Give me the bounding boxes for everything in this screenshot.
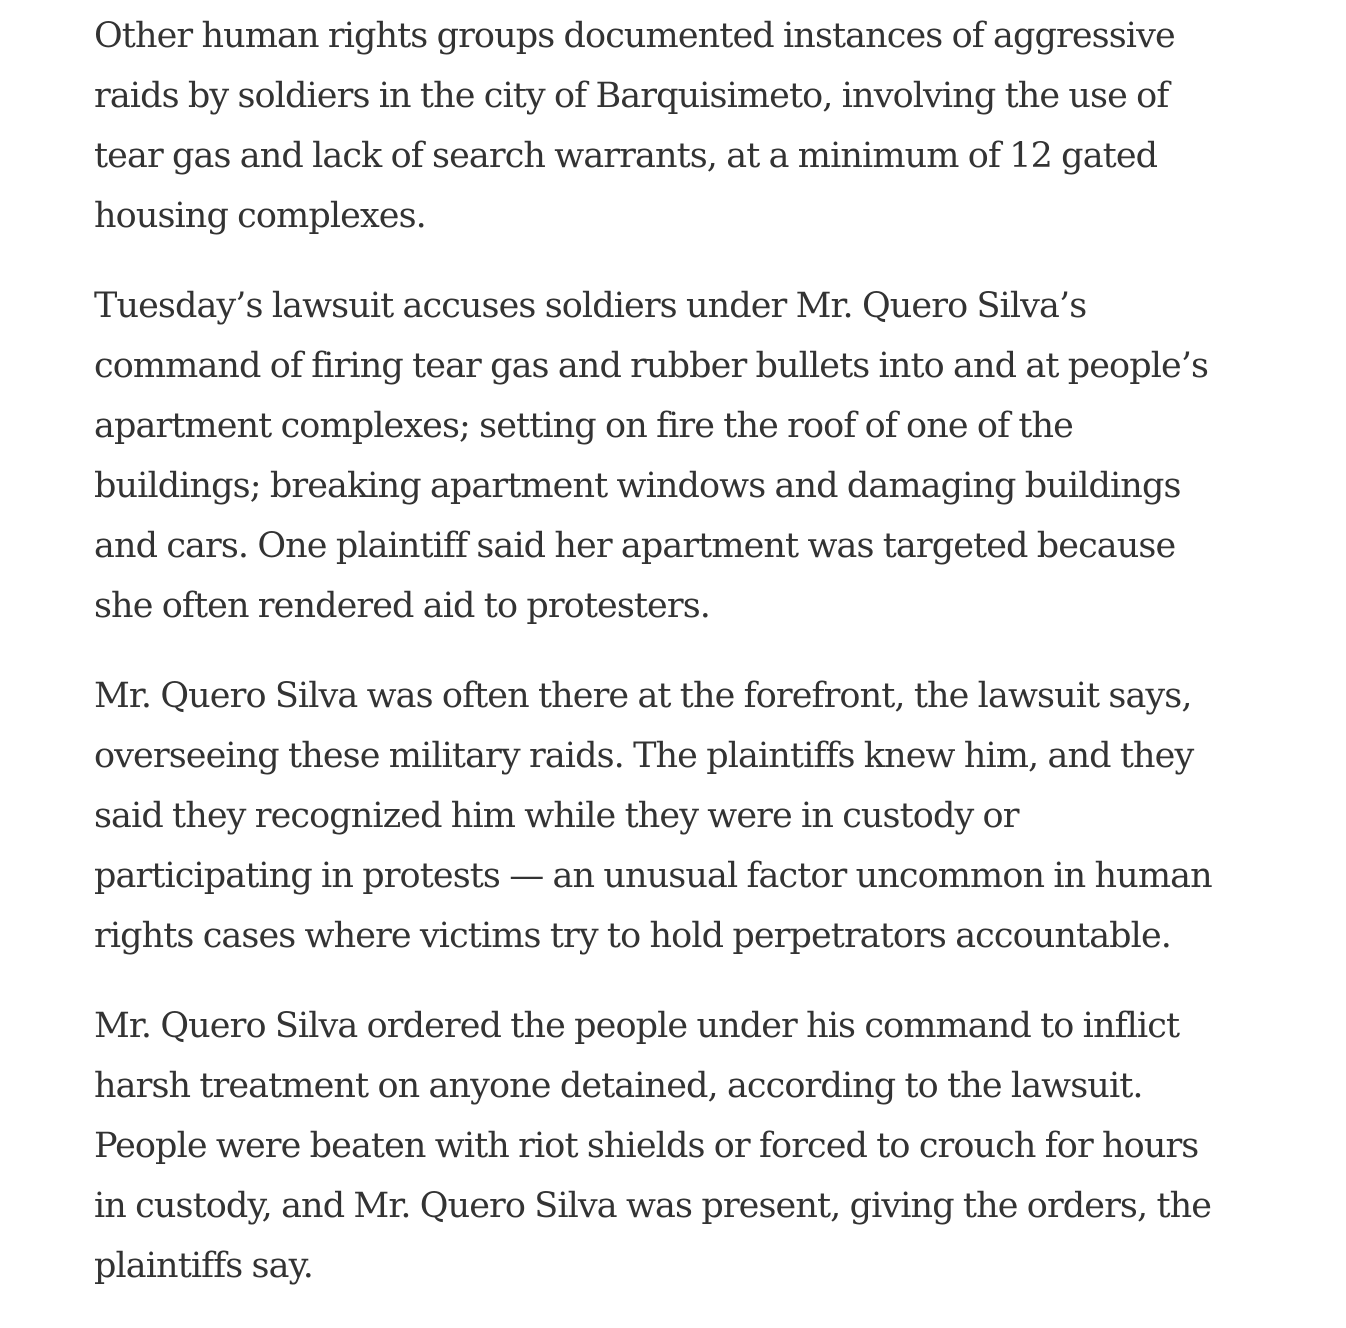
paragraph-line: in custody, and Mr. Quero Silva was present, giving the orders, the xyxy=(94,1186,1212,1226)
paragraph-line: said they recognized him while they were in custody or xyxy=(94,796,1019,836)
paragraph-line: plaintiffs say. xyxy=(94,1246,314,1286)
paragraph-line: Tuesday’s lawsuit accuses soldiers under Mr. Quero Silva’s xyxy=(94,286,1087,326)
paragraph-line: harsh treatment on anyone detained, according to the lawsuit. xyxy=(94,1066,1143,1106)
article-paragraph-3 xyxy=(94,666,1294,966)
paragraph-line: Other human rights groups documented instances of aggressive xyxy=(94,16,1175,56)
paragraph-line: she often rendered aid to protesters. xyxy=(94,586,710,626)
paragraph-line: Mr. Quero Silva ordered the people under his command to inflict xyxy=(94,1006,1180,1046)
paragraph-line: and cars. One plaintiff said her apartment was targeted because xyxy=(94,526,1176,566)
paragraph-line: command of firing tear gas and rubber bullets into and at people’s xyxy=(94,346,1209,386)
article-paragraph-4 xyxy=(94,996,1294,1296)
article-paragraph-1 xyxy=(94,6,1294,246)
paragraph-line: overseeing these military raids. The plaintiffs knew him, and they xyxy=(94,736,1194,776)
paragraph-line: buildings; breaking apartment windows and damaging buildings xyxy=(94,466,1181,506)
paragraph-line: Mr. Quero Silva was often there at the forefront, the lawsuit says, xyxy=(94,676,1192,716)
paragraph-line: raids by soldiers in the city of Barquisimeto, involving the use of xyxy=(94,76,1169,116)
paragraph-line: apartment complexes; setting on fire the roof of one of the xyxy=(94,406,1073,446)
paragraph-line: housing complexes. xyxy=(94,196,426,236)
paragraph-line: rights cases where victims try to hold perpetrators accountable. xyxy=(94,916,1172,956)
article-paragraph-2 xyxy=(94,276,1294,636)
paragraph-line: People were beaten with riot shields or forced to crouch for hours xyxy=(94,1126,1199,1166)
paragraph-line: participating in protests — an unusual factor uncommon in human xyxy=(94,856,1212,896)
paragraph-line: tear gas and lack of search warrants, at a minimum of 12 gated xyxy=(94,136,1158,176)
article-body xyxy=(94,6,1294,1326)
